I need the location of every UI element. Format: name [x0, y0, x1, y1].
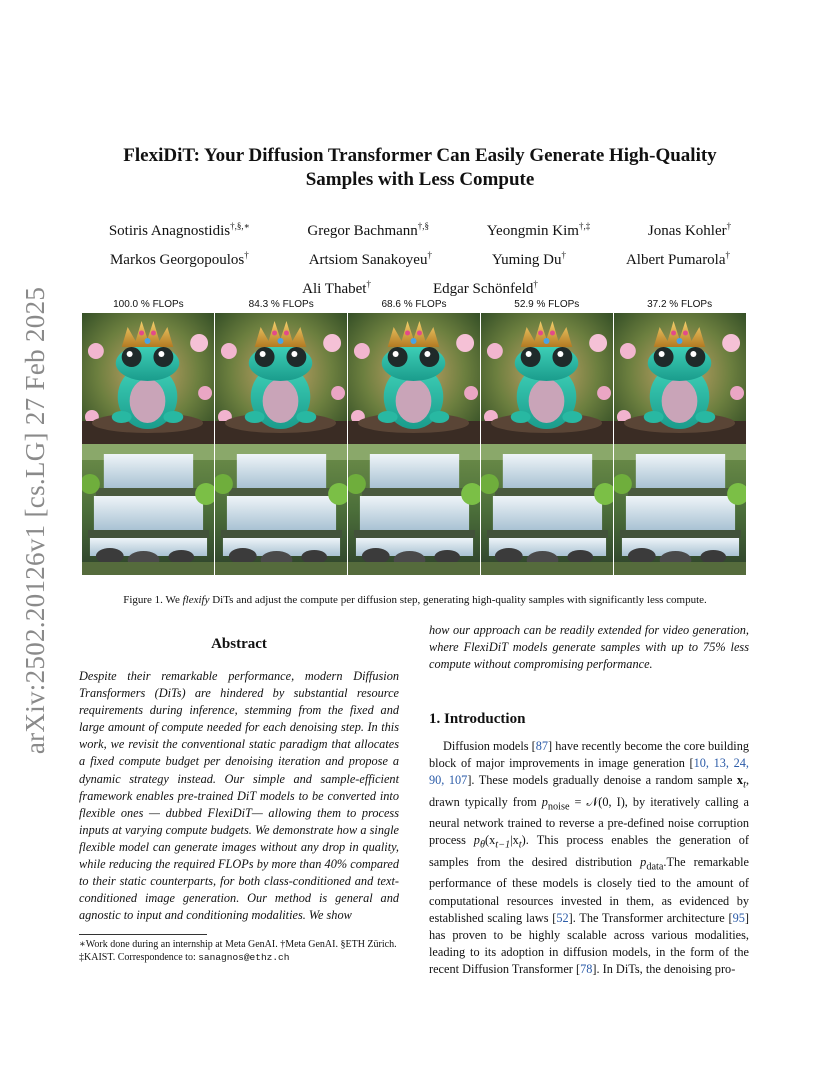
sample-column: [614, 313, 746, 575]
frog-sample-image: [215, 313, 347, 444]
flop-label: 100.0 % FLOPs: [113, 299, 184, 310]
abstract-heading: Abstract: [211, 636, 267, 652]
frog-sample-image: [348, 313, 480, 444]
flop-label: 52.9 % FLOPs: [514, 299, 580, 310]
figure-caption: Figure 1. We flexify DiTs and adjust the compute per diffusion step, generating high-quality samples with significantly less compute.: [123, 594, 707, 606]
abstract-continuation: how our approach can be readily extended for video generation, where FlexiDiT models generate samples with up to 75% less compute without compromising performance.: [429, 623, 749, 672]
author: Sotiris Anagnostidis†,§,∗: [108, 221, 250, 239]
author-row-1: [80, 214, 760, 243]
author-row-2: [80, 243, 760, 272]
author: Albert Pumarola†: [625, 250, 731, 268]
paper-title: FlexiDiT: Your Diffusion Transformer Can Easily Generate High-Quality Samples with Less Compute: [123, 145, 717, 190]
waterfall-sample-image: [348, 444, 480, 575]
sample-column: [215, 313, 348, 575]
author: Yuming Du†: [491, 250, 566, 268]
author: Yeongmin Kim†,‡: [486, 221, 591, 239]
author: Markos Georgopoulos†: [109, 250, 249, 268]
author-row-3: [80, 272, 760, 301]
author: Artsiom Sanakoyeu†: [308, 250, 432, 268]
citation-link[interactable]: 87: [535, 739, 549, 753]
footnote: ∗Work done during an internship at Meta GenAI. †Meta GenAI. §ETH Zürich. ‡KAIST. Correspondence to: sanagnos@ethz.ch: [79, 939, 397, 963]
author: Gregor Bachmann†,§: [307, 221, 430, 239]
author: Edgar Schönfeld†: [432, 279, 538, 297]
arxiv-stamp: [8, 285, 64, 755]
author-list: [80, 214, 760, 301]
flop-label: 84.3 % FLOPs: [248, 299, 314, 310]
introduction-paragraph: Diffusion models [87] have recently become the core building block of major improvements in image generation [10, 13, 24, 90, 107]. These models gradually denoise a random sample $x_t$, drawn typically from $p_{noise}$ = 𝒩(0, I), by iteratively calling a neural network trained to reverse a pre-defined noise corruption process $p_\theta(x_{t-1}|x_t)$. This process enables the generation of samples from the desired distribution $p_{data}.The$ remarkable performance of these models is closely tied to the amount of computational resources invested in them, as evidenced by established scaling laws [52]. The Transformer architecture [95] has proven to be highly scalable across various modalities, leading to its adoption in diffusion models, in the form of the recent Diffusion Transformer [78]. In DiTs, the denoising pro-: [429, 739, 750, 976]
flop-label: 68.6 % FLOPs: [381, 299, 447, 310]
sample-column: [348, 313, 481, 575]
citation-link[interactable]: 52: [556, 910, 569, 925]
waterfall-sample-image: [82, 444, 214, 575]
waterfall-sample-image: [215, 444, 347, 575]
citation-link[interactable]: 95: [732, 910, 745, 925]
citation-link[interactable]: 78: [580, 961, 593, 976]
frog-sample-image: [481, 313, 613, 444]
arxiv-identifier: arXiv:2502.20126v1 [cs.LG] 27 Feb 2025: [20, 286, 51, 754]
left-column: [79, 634, 399, 924]
introduction-heading: 1. Introduction: [429, 711, 526, 727]
teaser-figure: [82, 298, 746, 575]
flop-label: 37.2 % FLOPs: [647, 299, 713, 310]
flop-label-row: [82, 298, 746, 312]
sample-column: [82, 313, 215, 575]
right-column: [429, 622, 749, 673]
author: Jonas Kohler†: [647, 221, 732, 239]
waterfall-sample-image: [614, 444, 746, 575]
sample-column: [481, 313, 614, 575]
sample-grid: [82, 313, 746, 575]
footnote-divider: [79, 934, 207, 935]
waterfall-sample-image: [481, 444, 613, 575]
correspondence-email[interactable]: sanagnos@ethz.ch: [198, 952, 290, 963]
abstract-text: Despite their remarkable performance, modern Diffusion Transformers (DiTs) are hindered by substantial resource requirements during inference, stemming from the fixed and large amount of compute needed for each denoising step. In this work, we revisit the conventional static paradigm that allocates a fixed compute budget per denoising iteration and propose a dynamic strategy instead. Our simple and sample-efficient framework enables pre-trained DiT models to be converted into flexible ones — dubbed FlexiDiT— allowing them to process inputs at varying compute budgets. We demonstrate how a single flexible model can generate images without any drop in quality, while reducing the required FLOPs by more than 40% compared to their static counterparts, for both class-conditioned and text-conditioned image generation. Our method is general and agnostic to input and conditioning modalities. We show: [79, 669, 399, 923]
frog-sample-image: [82, 313, 214, 444]
author: Ali Thabet†: [302, 279, 371, 297]
citation-link[interactable]: 10, 13, 24, 90, 107: [429, 756, 749, 788]
frog-sample-image: [614, 313, 746, 444]
